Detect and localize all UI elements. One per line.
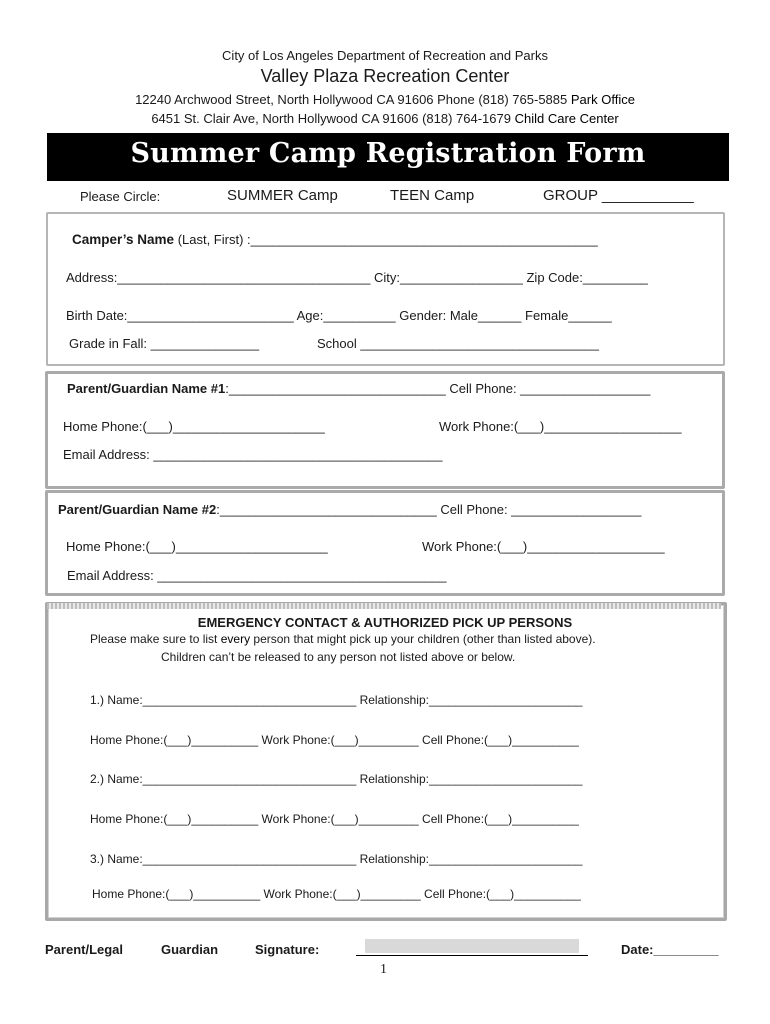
signature-field[interactable] — [365, 939, 579, 953]
park-office-label: Park Office — [570, 92, 635, 107]
camper-name-label: Camper’s Name — [72, 232, 175, 247]
signature-guardian-label: Guardian — [161, 942, 219, 957]
camper-name-hint: (Last, First) : — [177, 232, 251, 247]
contact-2-phones-row[interactable]: Home Phone:(___)__________ Work Phone:(___)_________ Cell Phone:(___)__________ — [90, 812, 579, 826]
guardian1-email[interactable]: Email Address: ________________________________________ — [63, 447, 443, 462]
page-number: 1 — [380, 962, 387, 977]
childcare-address: 6451 St. Clair Ave, North Hollywood CA 91606 (818) 764-1679 — [151, 111, 511, 126]
guardian2-name-row — [58, 502, 641, 517]
guardian2-email[interactable]: Email Address: ________________________________________ — [67, 568, 447, 583]
guardian1-name-label: Parent/Guardian Name #1 — [67, 381, 226, 396]
guardian1-home-phone[interactable]: Home Phone:(___)_____________________ — [63, 419, 325, 434]
camper-grade-field[interactable]: Grade in Fall: _______________ — [69, 336, 260, 351]
guardian2-name-field[interactable]: :______________________________ Cell Phone: __________________ — [216, 502, 642, 517]
guardian2-work-phone[interactable]: Work Phone:(___)___________________ — [422, 539, 665, 554]
date-field[interactable]: Date:_________ — [621, 942, 719, 957]
guardian1-name-row — [67, 381, 650, 396]
guardian2-home-phone[interactable]: Home Phone:(___)_____________________ — [66, 539, 328, 554]
signature-label: Signature: — [255, 942, 320, 957]
park-address: 12240 Archwood Street, North Hollywood CA 91606 Phone (818) 765-5885 — [135, 92, 568, 107]
childcare-line — [0, 111, 770, 126]
emergency-note-1-every: every — [220, 632, 251, 646]
camper-school-field[interactable]: School _________________________________ — [317, 336, 599, 351]
circle-label: Please Circle: — [80, 189, 161, 204]
form-title: Summer Camp Registration Form — [130, 138, 646, 169]
option-group[interactable]: GROUP ___________ — [543, 187, 694, 204]
contact-3-name-row[interactable]: 3.) Name:________________________________ Relationship:_______________________ — [90, 852, 583, 866]
title-bar — [47, 133, 729, 181]
signature-parent-label: Parent/Legal — [45, 942, 124, 957]
childcare-label: Child Care Center — [514, 111, 619, 126]
emergency-note-1-post: person that might pick up your children (other than listed above). — [250, 632, 596, 646]
emergency-heading: EMERGENCY CONTACT & AUTHORIZED PICK UP PERSONS — [197, 615, 573, 630]
option-summer-camp[interactable]: SUMMER Camp — [227, 187, 338, 204]
camper-name-row — [72, 232, 598, 247]
guardian2-name-label: Parent/Guardian Name #2 — [58, 502, 217, 517]
department-name: City of Los Angeles Department of Recreation and Parks — [222, 48, 548, 63]
contact-3-phones-row[interactable]: Home Phone:(___)__________ Work Phone:(___)_________ Cell Phone:(___)__________ — [92, 887, 581, 901]
emergency-border-pattern — [47, 603, 721, 609]
center-name: Valley Plaza Recreation Center — [260, 66, 510, 86]
park-office-line — [0, 92, 770, 107]
camper-address-row[interactable]: Address:___________________________________ City:_________________ Zip Code:_________ — [66, 270, 648, 285]
emergency-note-1-pre: Please make sure to list — [90, 632, 221, 646]
emergency-note-1 — [90, 632, 596, 646]
contact-2-name-row[interactable]: 2.) Name:________________________________ Relationship:_______________________ — [90, 772, 583, 786]
emergency-note-2: Children can’t be released to any person not listed above or below. — [161, 650, 516, 664]
contact-1-phones-row[interactable]: Home Phone:(___)__________ Work Phone:(___)_________ Cell Phone:(___)__________ — [90, 733, 579, 747]
contact-1-name-row[interactable]: 1.) Name:________________________________ Relationship:_______________________ — [90, 693, 583, 707]
option-teen-camp[interactable]: TEEN Camp — [390, 187, 475, 204]
camper-name-field[interactable]: ________________________________________________ — [250, 232, 598, 247]
camper-birth-row[interactable]: Birth Date:_______________________ Age:__________ Gender: Male______ Female______ — [66, 308, 612, 323]
signature-line — [356, 955, 588, 956]
guardian1-name-field[interactable]: :______________________________ Cell Phone: __________________ — [225, 381, 651, 396]
guardian1-work-phone[interactable]: Work Phone:(___)___________________ — [439, 419, 682, 434]
